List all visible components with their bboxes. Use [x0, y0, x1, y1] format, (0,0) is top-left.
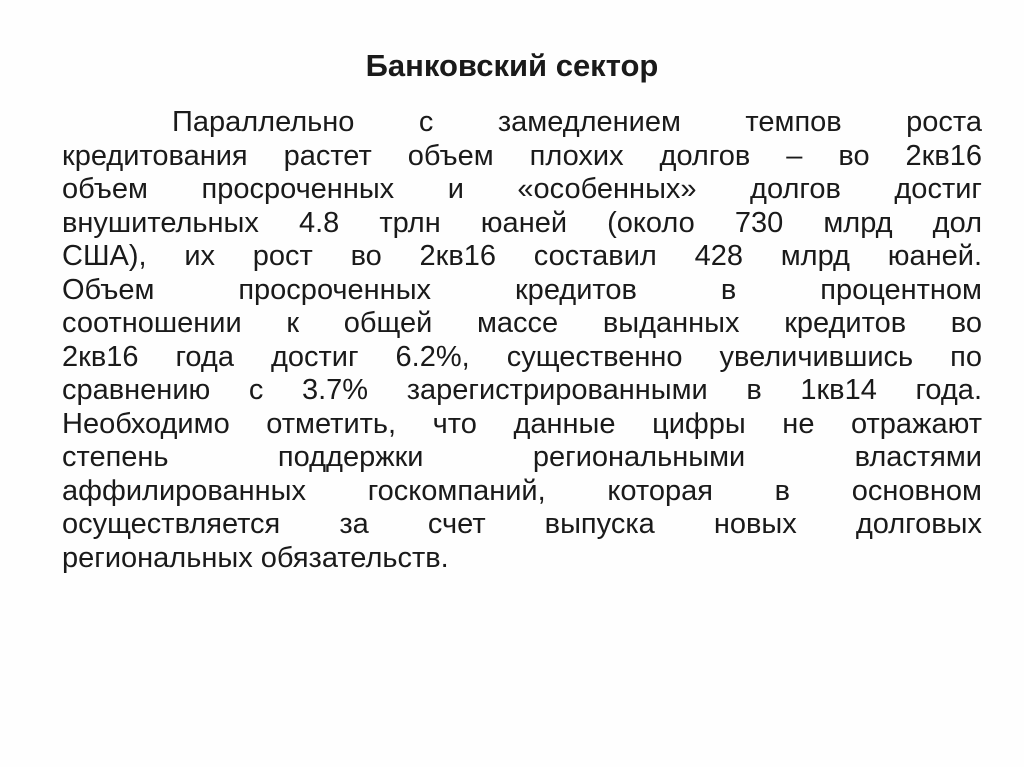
body-line: Необходимо отметить, что данные цифры не отражают — [62, 407, 982, 440]
body-line: 2кв16 года достиг 6.2%, существенно увеличившись по — [62, 340, 982, 373]
body-line: осуществляется за счет выпуска новых долговых — [62, 508, 982, 540]
body-line: США), их рост во 2кв16 составил 428 млрд юаней. — [62, 240, 982, 272]
slide-body-paragraph — [62, 106, 982, 575]
body-line: региональных обязательств. — [62, 541, 449, 574]
body-line: соотношении к общей массе выданных кредитов во — [62, 307, 982, 339]
body-line: объем просроченных и «особенных» долгов достиг — [62, 173, 982, 205]
body-line: внушительных 4.8 трлн юаней (около 730 млрд дол — [62, 206, 982, 239]
body-line: кредитования растет объем плохих долгов – во 2кв16 — [62, 139, 982, 172]
body-line: Параллельно с замедлением темпов роста — [172, 106, 982, 138]
body-line: сравнению с 3.7% зарегистрированными в 1кв14 года. — [62, 374, 982, 406]
body-line: Объем просроченных кредитов в процентном — [62, 273, 982, 306]
slide-title: Банковский сектор — [365, 48, 659, 83]
body-line: степень поддержки региональными властями — [62, 441, 982, 473]
body-line: аффилированных госкомпаний, которая в основном — [62, 474, 982, 507]
